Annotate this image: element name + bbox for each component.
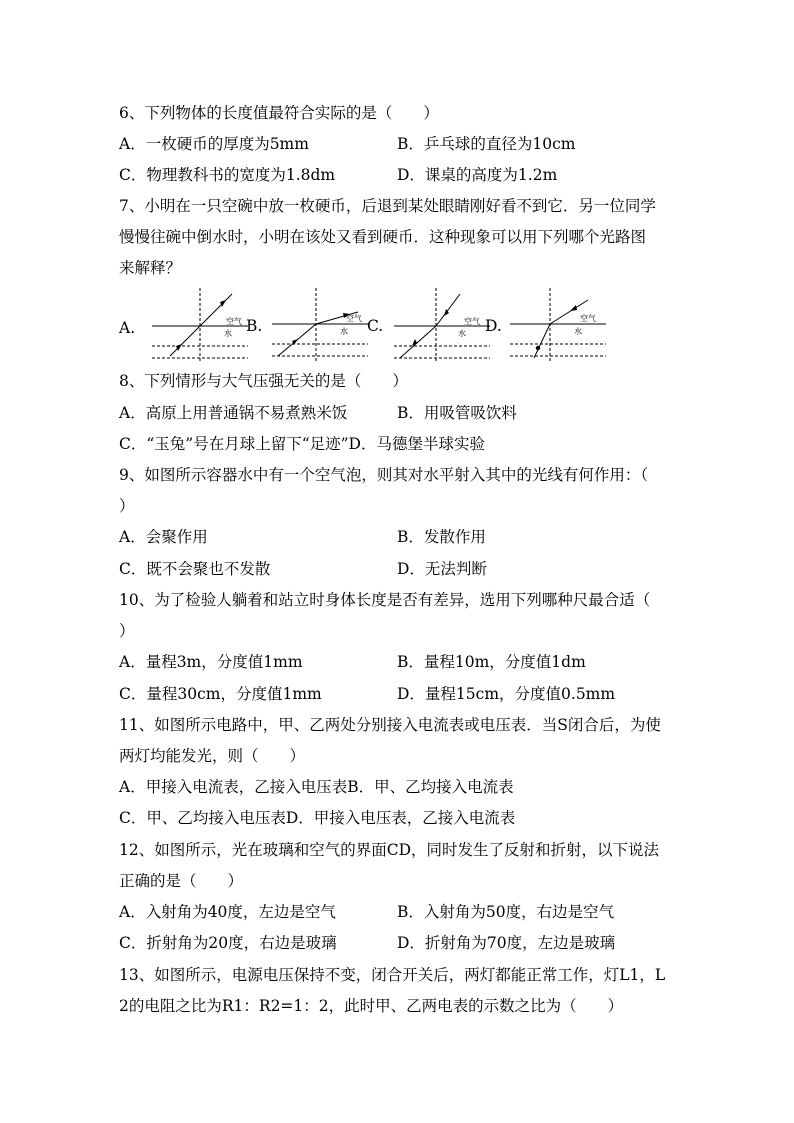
q10-stem-line2: ） (119, 622, 135, 640)
q11-options-cd: C．甲、乙均接入电压表D．甲接入电压表，乙接入电流表 (119, 809, 516, 827)
q8-stem: 8、下列情形与大气压强无关的是（ ） (119, 372, 408, 390)
q10-option-d: D．量程15cm，分度值0.5mm (397, 685, 616, 703)
q7-b-water-label: 水 (340, 327, 348, 336)
q7-stem-line2: 慢慢往碗中倒水时，小明在该处又看到硬币．这种现象可以用下列哪个光路图 (119, 228, 647, 246)
q12-option-a: A．入射角为40度，左边是空气 (119, 903, 336, 921)
q9-stem-line2: ） (119, 497, 135, 515)
q12-option-b: B．入射角为50度，右边是空气 (397, 903, 615, 921)
q7-stem-line1: 7、小明在一只空碗中放一枚硬币，后退到某处眼睛刚好看不到它．另一位同学 (119, 197, 656, 215)
q6-option-c: C．物理教科书的宽度为1.8dm (119, 166, 336, 184)
q12-option-d: D．折射角为70度，左边是玻璃 (397, 934, 616, 952)
q7-c-water-label: 水 (458, 329, 466, 338)
q9-option-c: C．既不会聚也不发散 (119, 560, 271, 578)
q11-stem-line2: 两灯均能发光，则（ ） (119, 747, 306, 765)
q13-stem-line2: 2的电阻之比为R1：R2=1：2，此时甲、乙两电表的示数之比为（ ） (119, 997, 624, 1015)
q6-option-d: D．课桌的高度为1.2m (397, 166, 558, 184)
q7-label-a: A. (119, 319, 136, 337)
q6-option-a: A．一枚硬币的厚度为5mm (119, 135, 309, 153)
q7-d-air-label: 空气 (580, 314, 596, 323)
q11-stem-line1: 11、如图所示电路中，甲、乙两处分别接入电流表或电压表．当S闭合后，为使 (119, 716, 661, 734)
q7-diagram-c (392, 286, 492, 364)
q6-option-b: B．乒乓球的直径为10cm (397, 135, 576, 153)
q13-stem-line1: 13、如图所示，电源电压保持不变，闭合开关后，两灯都能正常工作，灯L1，L (119, 966, 666, 984)
q7-label-b: B. (246, 317, 263, 335)
q7-a-water-label: 水 (224, 329, 232, 338)
q9-option-a: A．会聚作用 (119, 528, 208, 546)
q7-b-air-label: 空气 (346, 314, 362, 323)
q11-options-ab: A．甲接入电流表，乙接入电压表B．甲、乙均接入电流表 (119, 778, 514, 796)
q9-stem-line1: 9、如图所示容器水中有一个空气泡，则其对水平射入其中的光线有何作用：（ (119, 466, 649, 484)
q10-option-a: A．量程3m，分度值1mm (119, 653, 303, 671)
q10-option-b: B．量程10m，分度值1dm (397, 653, 586, 671)
q6-stem: 6、下列物体的长度值最符合实际的是（ ） (119, 104, 439, 122)
q8-option-a: A．高原上用普通锅不易煮熟米饭 (119, 404, 348, 422)
q10-option-c: C．量程30cm，分度值1mm (119, 685, 322, 703)
q7-d-water-label: 水 (574, 327, 582, 336)
q12-stem-line2: 正确的是（ ） (119, 872, 244, 890)
q7-a-air-label: 空气 (226, 317, 242, 326)
q8-options-cd: C．“玉兔”号在月球上留下“足迹”D．马德堡半球实验 (119, 435, 485, 453)
q12-stem-line1: 12、如图所示，光在玻璃和空气的界面CD，同时发生了反射和折射，以下说法 (119, 841, 660, 859)
q12-option-c: C．折射角为20度，右边是玻璃 (119, 934, 337, 952)
q7-c-air-label: 空气 (464, 317, 480, 326)
q7-diagram-d (508, 286, 608, 364)
q8-option-b: B．用吸管吸饮料 (397, 404, 517, 422)
q7-diagram-a (150, 286, 250, 364)
q7-label-d: D. (485, 317, 502, 335)
q7-diagram-b (270, 286, 370, 364)
q10-stem-line1: 10、为了检验人躺着和站立时身体长度是否有差异，选用下列哪种尺最合适（ (119, 591, 651, 609)
q7-label-c: C. (367, 317, 384, 335)
q7-stem-line3: 来解释？ (119, 259, 182, 277)
q9-option-d: D．无法判断 (397, 560, 487, 578)
q9-option-b: B．发散作用 (397, 528, 486, 546)
